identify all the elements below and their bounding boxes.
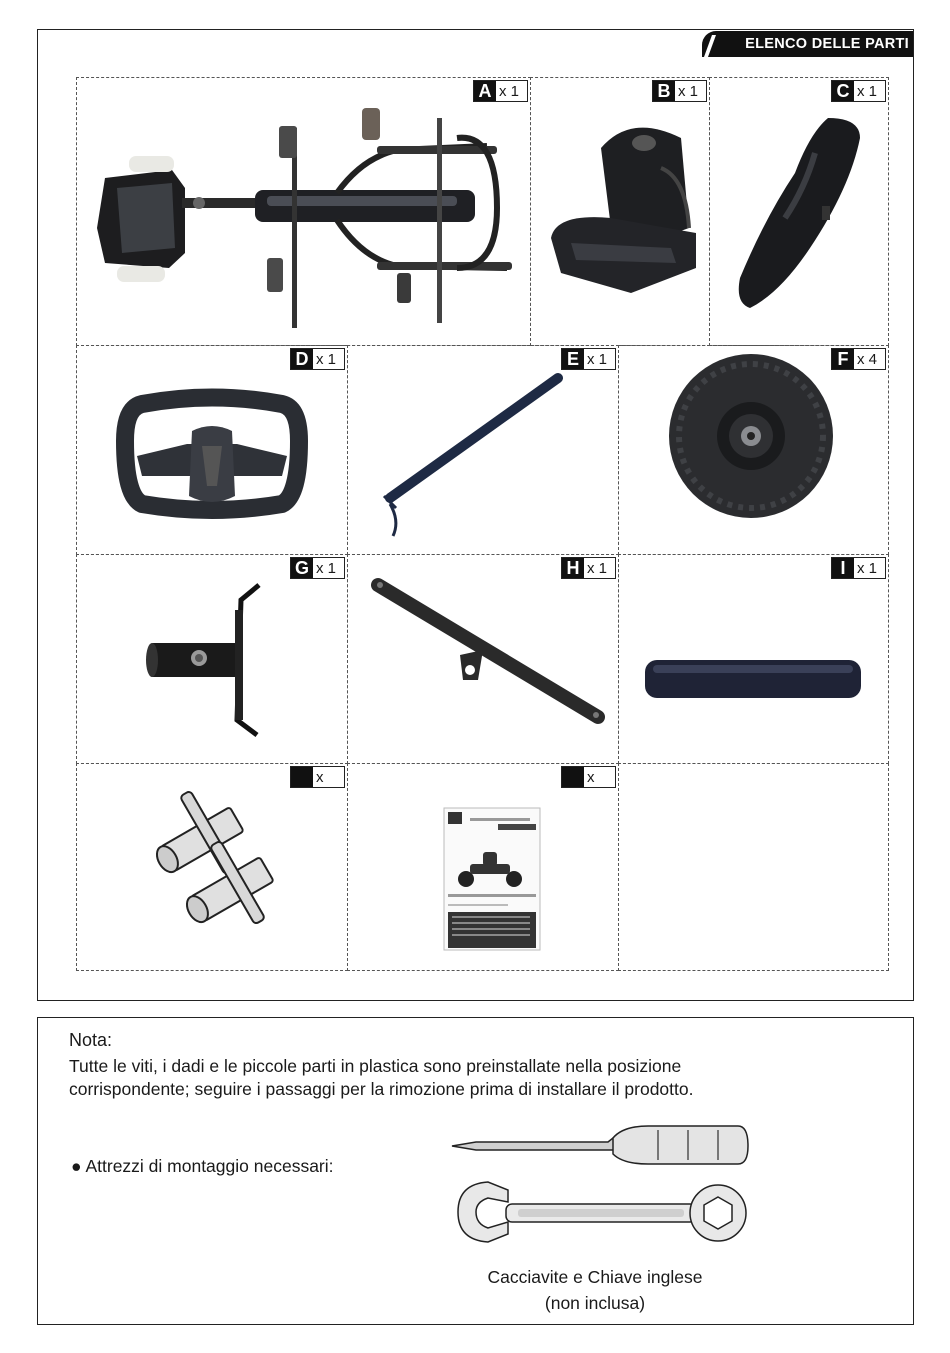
part-cell-b (530, 77, 710, 346)
part-cell-i (618, 554, 889, 764)
part-letter: A (474, 81, 496, 101)
steering-wheel-icon (77, 346, 347, 554)
part-cell-e (347, 345, 619, 555)
part-qty: x 1 (499, 82, 520, 100)
part-qty: x 1 (857, 559, 878, 577)
part-qty: x (587, 768, 595, 786)
manual-icon (348, 764, 618, 970)
part-cell-h (347, 554, 619, 764)
steering-column-icon (348, 346, 618, 554)
part-cell-f (618, 345, 889, 555)
part-letter: H (562, 558, 584, 578)
part-qty: x (316, 768, 324, 786)
part-cell-d (76, 345, 348, 555)
part-letter: I (832, 558, 854, 578)
side-fairing-icon (710, 78, 888, 345)
wheel-icon (619, 346, 888, 554)
foam-grip-icon (619, 555, 888, 763)
part-qty: x 1 (857, 82, 878, 100)
kart-frame-icon (77, 78, 530, 345)
part-cell-tools (76, 763, 348, 971)
section-title: ELENCO DELLE PARTI (745, 36, 909, 52)
part-letter: B (653, 81, 675, 101)
part-qty: x 1 (587, 559, 608, 577)
part-qty: x 1 (678, 82, 699, 100)
note-title: Nota: (69, 1030, 113, 1050)
screwdriver-wrench-icon (448, 1120, 758, 1250)
part-qty: x 4 (857, 350, 878, 368)
part-letter: F (832, 349, 854, 369)
section-header (702, 31, 913, 57)
part-letter: D (291, 349, 313, 369)
part-letter: G (291, 558, 313, 578)
seat-icon (531, 78, 709, 345)
part-qty: x 1 (587, 350, 608, 368)
note-text (69, 1055, 869, 1101)
part-letter: E (562, 349, 584, 369)
part-qty: x 1 (316, 350, 337, 368)
tools-caption-line-1: Cacciavite e Chiave inglese (487, 1267, 703, 1287)
tools-label: ● Attrezzi di montaggio necessari: (71, 1156, 334, 1176)
part-cell-g (76, 554, 348, 764)
axle-bar-icon (348, 555, 618, 763)
part-cell-empty (618, 763, 889, 971)
socket-wrench-icon (77, 764, 347, 970)
note-line-1: Tutte le viti, i dadi e le piccole parti in plastica sono preinstallate nella posizione (69, 1056, 682, 1076)
part-cell-manual (347, 763, 619, 971)
part-letter: C (832, 81, 854, 101)
bracket-icon (77, 555, 347, 763)
part-cell-a (76, 77, 531, 346)
tools-caption-line-2: (non inclusa) (544, 1293, 646, 1313)
tools-caption (440, 1264, 750, 1316)
part-qty: x 1 (316, 559, 337, 577)
note-line-2: corrispondente; seguire i passaggi per la rimozione prima di installare il prodotto. (69, 1079, 694, 1099)
part-cell-c (709, 77, 889, 346)
